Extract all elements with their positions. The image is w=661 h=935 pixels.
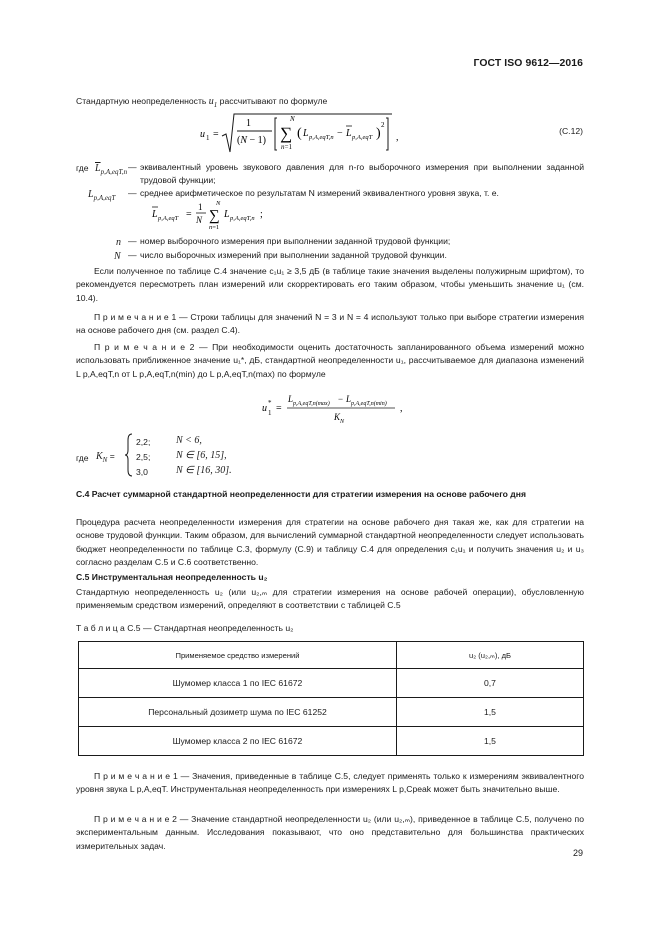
def4-text: число выборочных измерений при выполнении заданной трудовой функции. xyxy=(140,250,447,260)
table-cell-instrument: Шумомер класса 1 по IEC 61672 xyxy=(79,669,397,698)
recheck-paragraph: Если полученное по таблице С.4 значение c₁u₁ ≥ 3,5 дБ (в таблице такие значения выделены полужирным шрифтом), то рекомендуется пересмотреть план измерений или скорректировать его таким образом, чтобы уменьшить значение u₁ (см. 10.4). xyxy=(76,266,584,303)
svg-text:N: N xyxy=(216,200,221,207)
note-1-text: — Строки таблицы для значений N = 3 и N = 4 используют только при выборе стратегии измерения на основе рабочего дня (см. раздел С.4). xyxy=(76,312,584,336)
svg-text:=: = xyxy=(186,209,192,220)
table-header-row xyxy=(79,642,584,669)
svg-text:p,A,eqT: p,A,eqT xyxy=(158,215,179,222)
svg-text:L: L xyxy=(346,394,352,404)
table-cell-instrument: Персональный дозиметр шума по IEC 61252 xyxy=(79,698,397,727)
table-caption xyxy=(76,622,294,634)
formula-c12-number: (C.12) xyxy=(559,126,583,136)
def4-term: N xyxy=(114,251,121,262)
table-note-1-label: П р и м е ч а н и е 1 xyxy=(94,771,178,781)
note-2 xyxy=(76,341,584,381)
svg-text:;: ; xyxy=(260,209,263,220)
def1-dash: — xyxy=(128,162,137,172)
mean-formula xyxy=(150,198,290,234)
intro-end: рассчитывают по формуле xyxy=(219,96,328,106)
section-c5-title: С.5 Инструментальная неопределенность u₂ xyxy=(76,572,268,582)
table-row xyxy=(79,727,584,756)
svg-text:p,A,eqT,n(min): p,A,eqT,n(min) xyxy=(351,401,387,407)
svg-text:p,A,eqT,n: p,A,eqT,n xyxy=(230,215,255,222)
section-c4-title: С.4 Расчет суммарной стандартной неопределенности для стратегии измерения на основе рабочего дня xyxy=(76,489,526,499)
svg-text:u: u xyxy=(262,403,267,414)
def2-dash: — xyxy=(128,188,137,198)
section-c5-text: Стандартную неопределенность u₂ (или u₂,ₘ для стратегии измерения на основе рабочей операции), обусловленную применяемым средством измерений, определяют в соответствии с таблицей С.5 xyxy=(76,587,584,611)
svg-text:,: , xyxy=(400,403,403,414)
svg-text:L: L xyxy=(288,394,294,404)
svg-text:p,A,eqT,n: p,A,eqT,n xyxy=(309,134,334,141)
section-c4-text: Процедура расчета неопределенности измерения для стратегии на основе рабочего дня такая же, как для стратегии на основе трудовой функции. Таким образом, для вычислений суммарной стандартной неопределенности следует использовать бюджет неопределенности по таблице С.3, формулу (С.9) и таблицу С.4 для определения c₁u₁ и получить значения u₂ и u₃ согласно разделам С.5 и С.6 соответственно. xyxy=(76,517,584,568)
where-label-1: где xyxy=(76,163,89,173)
formula-c12-graphic xyxy=(200,112,410,156)
def4-dash: — xyxy=(128,250,137,260)
svg-text:1: 1 xyxy=(268,409,272,417)
svg-text:p,A,eqT: p,A,eqT xyxy=(352,134,373,141)
svg-text:p,A,eqT,n(max): p,A,eqT,n(max) xyxy=(293,401,330,407)
table-cell-value: 1,5 xyxy=(397,727,584,756)
svg-text:,: , xyxy=(396,132,399,143)
def3-dash: — xyxy=(128,236,137,246)
mean-formula-graphic xyxy=(150,198,290,232)
kn-value-3: 3,0 xyxy=(136,467,148,477)
svg-text:): ) xyxy=(376,126,381,141)
svg-text:2: 2 xyxy=(381,121,385,129)
kn-symbol: $K_N$ = xyxy=(96,451,115,464)
svg-text:∑: ∑ xyxy=(209,208,220,224)
svg-text:1: 1 xyxy=(206,134,210,142)
svg-text:n=1: n=1 xyxy=(281,143,292,151)
kn-value-1: 2,2; xyxy=(136,437,151,447)
svg-text:N: N xyxy=(340,419,345,425)
uncertainty-table xyxy=(78,641,584,756)
svg-text:(: ( xyxy=(297,126,302,141)
table-cell-value: 1,5 xyxy=(397,698,584,727)
table-caption-label: Т а б л и ц а xyxy=(76,623,125,633)
table-note-1 xyxy=(76,770,584,797)
table-row xyxy=(79,669,584,698)
note-1 xyxy=(76,311,584,338)
kn-value-2: 2,5; xyxy=(136,452,151,462)
table-caption-text: С.5 — Стандартная неопределенность u₂ xyxy=(127,623,294,633)
svg-text:∑: ∑ xyxy=(280,124,293,143)
formula-c12 xyxy=(200,112,410,158)
def3-term: n xyxy=(116,237,121,248)
svg-text:1: 1 xyxy=(246,118,251,129)
table-note-2-label: П р и м е ч а н и е 2 xyxy=(94,814,177,824)
svg-text:=: = xyxy=(276,403,282,414)
svg-text:(N − 1): (N − 1) xyxy=(237,135,266,146)
intro-text: Стандартную неопределенность xyxy=(76,96,207,106)
brace-graphic xyxy=(124,432,134,478)
svg-text:L: L xyxy=(152,209,158,220)
table-cell-instrument: Шумомер класса 2 по IEC 61672 xyxy=(79,727,397,756)
kn-where: где xyxy=(76,453,89,463)
def1-text: эквивалентный уровень звукового давления для n-го выборочного измерения при выполнении заданной трудовой функции; xyxy=(140,162,584,186)
def2-term: $L_{p,A,eqT}$ xyxy=(88,189,116,202)
svg-text:n=1: n=1 xyxy=(209,224,220,231)
def3-text: номер выборочного измерения при выполнении заданной трудовой функции; xyxy=(140,236,451,246)
formula-u1-star xyxy=(260,388,460,430)
intro-line xyxy=(76,95,327,111)
svg-text:*: * xyxy=(268,399,272,407)
table-header-value: u₂ (u₂,ₘ), дБ xyxy=(397,642,584,669)
svg-text:L: L xyxy=(224,209,230,220)
svg-text:N: N xyxy=(290,115,295,123)
kn-brace xyxy=(124,432,134,480)
svg-text:L: L xyxy=(303,128,309,139)
table-note-1-text: — Значения, приведенные в таблице С.5, следует применять только к измерениям эквивалентного уровня звука L p,A,eqT. Инструментальная неопределенность при измерениях L p,Cpeak может быть значительно выше. xyxy=(76,771,584,795)
svg-text:−: − xyxy=(337,128,343,139)
kn-cond-3: N ∈ [16, 30]. xyxy=(176,465,232,476)
table-note-2-text: — Значение стандартной неопределенности u₂ (или u₂,ₘ), приведенное в таблице С.5, получено по экспериментальным данным. Исследования показывают, что оно представительно для большинства практических измерительных задач. xyxy=(76,814,584,851)
kn-cond-2: N ∈ [6, 15], xyxy=(176,450,227,461)
svg-text:−: − xyxy=(338,394,344,404)
standard-header: ГОСТ ISO 9612—2016 xyxy=(473,58,583,69)
kn-cond-1: N < 6, xyxy=(176,435,202,446)
intro-variable: u xyxy=(208,96,214,107)
def2-text: среднее арифметическое по результатам N измерений эквивалентного уровня звука, т. е. xyxy=(140,188,499,198)
formula-u1-star-graphic xyxy=(260,388,460,428)
svg-text:N: N xyxy=(196,215,203,225)
table-header-instrument: Применяемое средство измерений xyxy=(79,642,397,669)
svg-text:L: L xyxy=(346,128,352,139)
note-2-text: — При необходимости оценить достаточность запланированного объема измерений можно использовать приближенное значение u₁*, дБ, стандартной неопределенности u₁, рассчитываемое для диапазона изменений L p,A,eqT,n от L p,A,eqT,n(min) до L p,A,eqT,n(max) по формуле xyxy=(76,342,584,379)
svg-text:=: = xyxy=(213,129,219,140)
table-row xyxy=(79,698,584,727)
table-note-2 xyxy=(76,813,584,853)
svg-text:u: u xyxy=(200,129,205,140)
svg-text:K: K xyxy=(334,412,341,422)
def1-term: $\overline{L}_{p,A,eqT,n}$ xyxy=(95,163,128,176)
svg-text:1: 1 xyxy=(198,202,203,212)
table-cell-value: 0,7 xyxy=(397,669,584,698)
page-number: 29 xyxy=(572,848,583,858)
note-1-label: П р и м е ч а н и е 1 xyxy=(94,312,177,322)
intro-subscript: 1 xyxy=(213,101,218,109)
note-2-label: П р и м е ч а н и е 2 xyxy=(94,342,195,352)
